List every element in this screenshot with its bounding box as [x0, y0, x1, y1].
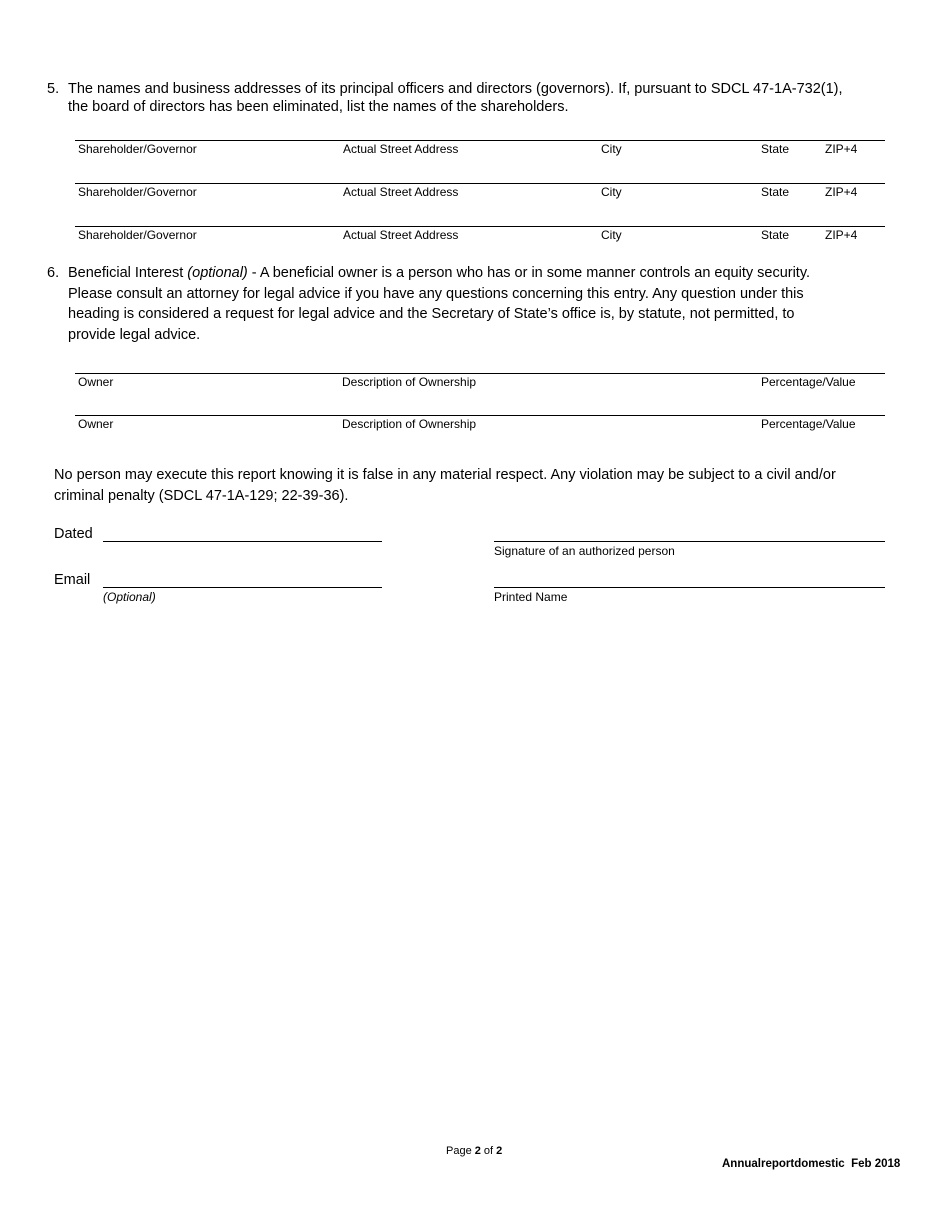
page-of: of	[480, 1145, 497, 1157]
city-label: City	[601, 228, 622, 242]
street-address-label: Actual Street Address	[343, 228, 459, 242]
shareholder-row-line	[75, 183, 885, 184]
city-label: City	[601, 142, 622, 156]
zip-label: ZIP+4	[825, 228, 858, 242]
shareholder-row-line	[75, 226, 885, 227]
zip-label: ZIP+4	[825, 185, 858, 199]
section-6-text-line-3: heading is considered a request for legal advice and the Secretary of State’s office is, by statute, not permitted, to	[68, 306, 795, 322]
street-address-label: Actual Street Address	[343, 185, 459, 199]
zip-label: ZIP+4	[825, 142, 858, 156]
city-label: City	[601, 185, 622, 199]
signature-caption: Signature of an authorized person	[494, 544, 675, 558]
printed-name-caption: Printed Name	[494, 590, 568, 604]
section-6-text-line-4: provide legal advice.	[68, 326, 201, 343]
dated-field[interactable]	[103, 541, 382, 542]
ownership-description-label: Description of Ownership	[342, 375, 477, 389]
shareholder-name-label: Shareholder/Governor	[78, 185, 197, 199]
page-number	[446, 1145, 502, 1158]
section-6	[47, 263, 917, 347]
email-optional-note: (Optional)	[103, 590, 156, 604]
section-6-heading: Beneficial Interest	[68, 265, 188, 281]
section-5-number: 5.	[47, 81, 60, 97]
owner-row-line	[75, 373, 885, 374]
email-label: Email	[54, 572, 91, 588]
street-address-label: Actual Street Address	[343, 142, 459, 156]
section-6-text-line-1	[68, 263, 918, 284]
owner-row-line	[75, 415, 885, 416]
shareholder-name-label: Shareholder/Governor	[78, 142, 197, 156]
optional-note: (optional)	[187, 265, 248, 281]
percentage-value-label: Percentage/Value	[761, 417, 856, 431]
page-current: 2	[474, 1145, 481, 1157]
section-6-text	[68, 263, 918, 345]
owner-label: Owner	[78, 417, 114, 431]
section-6-number: 6.	[47, 265, 60, 281]
section-5-text	[68, 79, 918, 117]
section-6-text-line-2: Please consult an attorney for legal advice if you have any questions concerning this entry. Any question under this	[68, 285, 804, 302]
email-field[interactable]	[103, 587, 382, 588]
disclaimer-line-1: No person may execute this report knowing it is false in any material respect. Any violation may be subject to a civil and/or	[54, 467, 836, 483]
signature-field[interactable]	[494, 541, 885, 542]
owner-label: Owner	[78, 375, 114, 389]
state-label: State	[761, 185, 790, 199]
percentage-value-label: Percentage/Value	[761, 375, 856, 389]
page-prefix: Page	[446, 1145, 475, 1157]
section-5-text-line-2: the board of directors has been eliminated, list the names of the shareholders.	[68, 98, 569, 115]
shareholder-row-line	[75, 140, 885, 141]
state-label: State	[761, 228, 790, 242]
printed-name-field[interactable]	[494, 587, 885, 588]
dated-label: Dated	[54, 526, 93, 542]
section-5	[47, 79, 917, 121]
ownership-description-label: Description of Ownership	[342, 417, 477, 431]
state-label: State	[761, 142, 790, 156]
shareholder-name-label: Shareholder/Governor	[78, 228, 197, 242]
form-identifier: Annualreportdomestic Feb 2018	[722, 1158, 901, 1170]
disclaimer-line-2: criminal penalty (SDCL 47-1A-129; 22-39-36).	[54, 488, 349, 504]
section-5-text-line-1: The names and business addresses of its principal officers and directors (governors). If, pursuant to SDCL 47-1A-732(1),	[68, 81, 843, 97]
page-total: 2	[496, 1145, 503, 1157]
section-6-line-1-rest: - A beneficial owner is a person who has or in some manner controls an equity security.	[247, 265, 811, 281]
penalty-disclaimer	[54, 465, 924, 507]
